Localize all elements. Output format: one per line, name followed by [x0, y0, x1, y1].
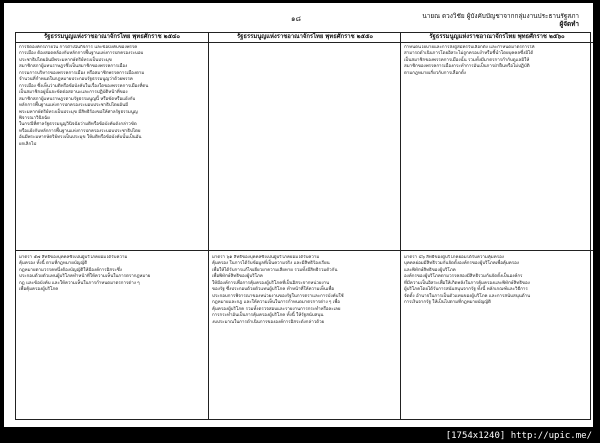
preparer-header — [422, 12, 579, 28]
column-2560 — [400, 33, 593, 419]
row-divider — [401, 250, 593, 251]
column-2540 — [16, 33, 208, 419]
column-top-text: การจัดองค์กรภายใน การดำเนินกิจการ และข้อบังคับของพรรค การเมือง ต้องสอดคล้องกับหลักการพื้นฐานแห่งการปกครองระบอบ ประชาธิปไตยอันมีพระมหากษัตริย์ทรงเป็นประมุข สมาชิกสภาผู้แทนราษฎรซึ่งเป็นสมาชิกของพรรคการเมือง กรรมการบริหารของพรรคการเมือง หรือสมาชิกพรรคการเมืองตาม จำนวนที่กำหนดในกฎหมายประกอบรัฐธรรมนูญว่าด้วยพรรค การเมือง ซึ่งเห็นว่ามติหรือข้อบังคับในเรื่องใดของพรรคการเมืองที่ตน เป็นสมาชิกอยู่นั้นจะขัดต่อสถานะและการปฏิบัติหน้าที่ของ สมาชิกสภาผู้แทนราษฎรตามรัฐธรรมนูญนี้ หรือขัดหรือแย้งกับ หลักการพื้นฐานแห่งการปกครองระบอบประชาธิปไตยอันมี พระมหากษัตริย์ทรงเป็นประมุข มีสิทธิร้องขอให้ศาลรัฐธรรมนูญ พิจารณาวินิจฉัย ในกรณีที่ศาลรัฐธรรมนูญวินิจฉัยว่ามติหรือข้อบังคับดังกล่าวขัด หรือแย้งกับหลักการพื้นฐานแห่งการปกครองระบอบประชาธิปไตย อันมีพระมหากษัตริย์ทรงเป็นประมุข ให้มติหรือข้อบังคับนั้นเป็นอัน ยกเลิกไป — [19, 45, 149, 147]
preparer-name: นายณ ดวงวิชัย ผู้บังคับบัญชาจากกลุ่มงานประธานรัฐสภา — [422, 12, 579, 20]
column-top-text — [212, 45, 398, 245]
column-top-text: กำหนดนโยบายและการส่งผู้สมัครรับเลือกตั้ง และกำหนดมาตรการให้ สามารถดำเนินการโดยอิสระไม่ถูกครอบงำหรือชี้นำโดยบุคคลซึ่งมิได้ เป็นสมาชิกของพรรคการเมืองนั้น รวมทั้งมีมาตรการกำกับดูแลมิให้ สมาชิกของพรรคการเมืองกระทำการอันเป็นการฝ่าฝืนหรือไม่ปฏิบัติ ตามกฎหมายเกี่ยวกับการเลือกตั้ง — [404, 45, 535, 76]
watermark-text: [1754x1240] http://upic.me/ — [445, 431, 592, 441]
column-bottom-text: มาตรา ๕๗ สิทธิของบุคคลซึ่งเป็นผู้บริโภคย่อมได้รับความ คุ้มครอง ทั้งนี้ ตามที่กฎหมายบัญญัติ กฎหมายตามวรรคหนึ่งต้องบัญญัติให้มีองค์การอิสระซึ่ง ประกอบด้วยตัวแทนผู้บริโภคทำหน้าที่ให้ความเห็นในการตรากฎหมาย กฎ และข้อบังคับ และให้ความเห็นในการกำหนดมาตรการต่าง ๆ เพื่อคุ้มครองผู้บริโภค — [19, 255, 151, 293]
column-heading: รัฐธรรมนูญแห่งราชอาณาจักรไทย พุทธศักราช ๒๕๔๐ — [16, 33, 208, 43]
page-number: ๑๘ — [291, 15, 301, 23]
row-divider — [209, 250, 401, 251]
column-heading: รัฐธรรมนูญแห่งราชอาณาจักรไทย พุทธศักราช ๒๕๕๐ — [209, 33, 401, 43]
document-sheet — [4, 3, 593, 427]
column-bottom-text: มาตรา ๔๖ สิทธิของผู้บริโภคย่อมได้รับความคุ้มครอง บุคคลย่อมมีสิทธิรวมกันจัดตั้งองค์กรของผู้บริโภคเพื่อคุ้มครอง และพิทักษ์สิทธิของผู้บริโภค องค์กรของผู้บริโภคตามวรรคสองมีสิทธิรวมกันจัดตั้งเป็นองค์กร ที่มีความเป็นอิสระเพื่อให้เกิดพลังในการคุ้มครองและพิทักษ์สิทธิของ ผู้บริโภคโดยได้รับการสนับสนุนจากรัฐ ทั้งนี้ หลักเกณฑ์และวิธีการ จัดตั้ง อำนาจในการเป็นตัวแทนของผู้บริโภค และการสนับสนุนด้าน การเงินจากรัฐ ให้เป็นไปตามที่กฎหมายบัญญัติ — [404, 255, 531, 306]
comparison-table — [15, 32, 591, 420]
column-2550 — [208, 33, 401, 419]
row-divider — [16, 250, 208, 251]
preparer-role: ผู้จัดทำ — [559, 20, 579, 28]
column-heading: รัฐธรรมนูญแห่งราชอาณาจักรไทย พุทธศักราช ๒๕๖๐ — [401, 33, 593, 43]
column-bottom-text: มาตรา ๖๑ สิทธิของบุคคลซึ่งเป็นผู้บริโภคย่อมได้รับความ คุ้มครอง ในการได้รับข้อมูลที่เป็นความจริง และมีสิทธิร้องเรียน เพื่อให้ได้รับการแก้ไขเยียวยาความเสียหาย รวมทั้งมีสิทธิรวมตัวกัน เพื่อพิทักษ์สิทธิของผู้บริโภค ให้มีองค์การเพื่อการคุ้มครองผู้บริโภคที่เป็นอิสระจากหน่วยงาน ของรัฐ ซึ่งประกอบด้วยตัวแทนผู้บริโภค ทำหน้าที่ให้ความเห็นเพื่อ ประกอบการพิจารณาของหน่วยงานของรัฐในการตราและการบังคับใช้ กฎหมายและกฎ และให้ความเห็นในการกำหนดมาตรการต่าง ๆ เพื่อ คุ้มครองผู้บริโภค รวมทั้งตรวจสอบและรายงานการกระทำหรือละเลย การกระทำอันเป็นการคุ้มครองผู้บริโภค ทั้งนี้ ให้รัฐสนับสนุน งบประมาณในการดำเนินการขององค์การอิสระดังกล่าวด้วย — [212, 255, 344, 325]
